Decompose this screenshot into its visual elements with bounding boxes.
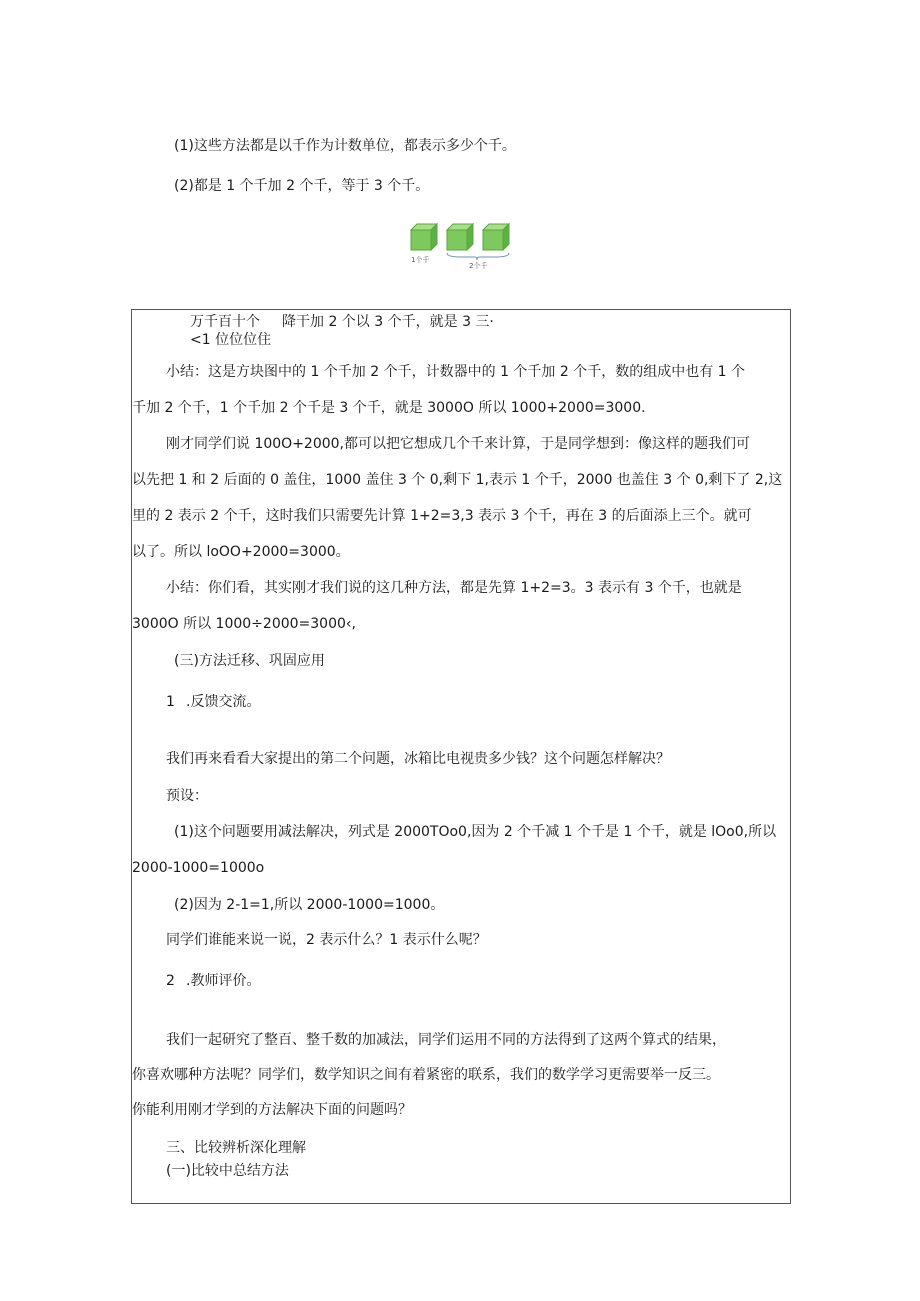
paragraph-1-line-3: 里的 2 表示 2 个千，这时我们只需要先计算 1+2=3,3 表示 3 个千，再在 3 的后面添上三个。就可 (132, 508, 752, 524)
item-2-text: .教师评价。 (186, 973, 261, 989)
section-heading-3: (三)方法迁移、巩固应用 (174, 653, 325, 669)
item-1-number: 1 (166, 694, 175, 710)
evaluation-line-3: 你能利用刚才学到的方法解决下面的问题吗？ (132, 1102, 412, 1118)
summary-1-line-2: 千加 2 个千，1 个千加 2 个千是 3 个千，就是 3000O 所以 1000+2000=3000. (132, 400, 646, 416)
item-2-number: 2 (166, 973, 175, 989)
evaluation-line-1: 我们一起研究了整百、整千数的加减法，同学们运用不同的方法得到了这两个算式的结果， (166, 1032, 726, 1048)
summary-2-line-1: 小结：你们看，其实刚才我们说的这几种方法，都是先算 1+2=3。3 表示有 3 个千，也就是 (166, 580, 742, 596)
summary-1-line-1: 小结：这是方块图中的 1 个千加 2 个千，计数器中的 1 个千加 2 个千，数的组成中也有 1 个 (166, 364, 746, 380)
counter-description: 降干加 2 个以 3 个千，就是 3 三· (282, 314, 494, 330)
cube-2 (447, 224, 473, 250)
paragraph-1-line-2: 以先把 1 和 2 后面的 0 盖住，1000 盖住 3 个 0,剩下 1,表示 1 个千，2000 也盖住 3 个 0,剩下了 2,这 (132, 472, 783, 488)
summary-2-line-2: 3000O 所以 1000÷2000=3000‹, (132, 616, 356, 632)
cube-1 (411, 224, 437, 250)
paragraph-1-line-4: 以了。所以 loOO+2000=3000。 (132, 544, 350, 560)
subsection-heading-1: (一)比较中总结方法 (166, 1163, 289, 1179)
item-1-text: .反馈交流。 (186, 694, 261, 710)
answer-2: (2)因为 2-1=1,所以 2000-1000=1000。 (174, 897, 445, 913)
paragraph-method-1: (1)这些方法都是以千作为计数单位，都表示多少个千。 (174, 138, 516, 154)
counter-place-labels-2: <1 位位位住 (190, 332, 272, 348)
paragraph-1-line-1: 刚才同学们说 100O+2000,都可以把它想成几个千来计算，于是同学想到：像这样的题我们可 (166, 436, 750, 452)
evaluation-line-2: 你喜欢哪种方法呢？同学们，数学知识之间有着紧密的联系，我们的数学学习更需要举一反三。 (132, 1067, 720, 1083)
cube-3 (483, 224, 509, 250)
ask-question: 同学们谁能来说一说，2 表示什么？1 表示什么呢？ (166, 932, 487, 948)
label-1-thousand: 1个千 (411, 256, 430, 264)
answer-1-line-2: 2000-1000=1000o (132, 860, 265, 876)
counter-place-labels: 万千百十个 (190, 314, 260, 330)
question-2: 我们再来看看大家提出的第二个问题，冰箱比电视贵多少钱？这个问题怎样解决？ (166, 751, 670, 767)
thousand-cubes-figure (409, 222, 513, 270)
section-heading-iii: 三、比较辨析深化理解 (166, 1140, 306, 1156)
preset-label: 预设： (166, 788, 208, 804)
label-2-thousand: 2个千 (469, 262, 488, 270)
paragraph-method-2: (2)都是 1 个千加 2 个千，等于 3 个千。 (174, 178, 430, 194)
brace-line (447, 253, 509, 260)
answer-1-line-1: (1)这个问题要用减法解决，列式是 2000TOo0,因为 2 个千减 1 个千是 1 个千，就是 lOo0,所以 (174, 824, 777, 840)
